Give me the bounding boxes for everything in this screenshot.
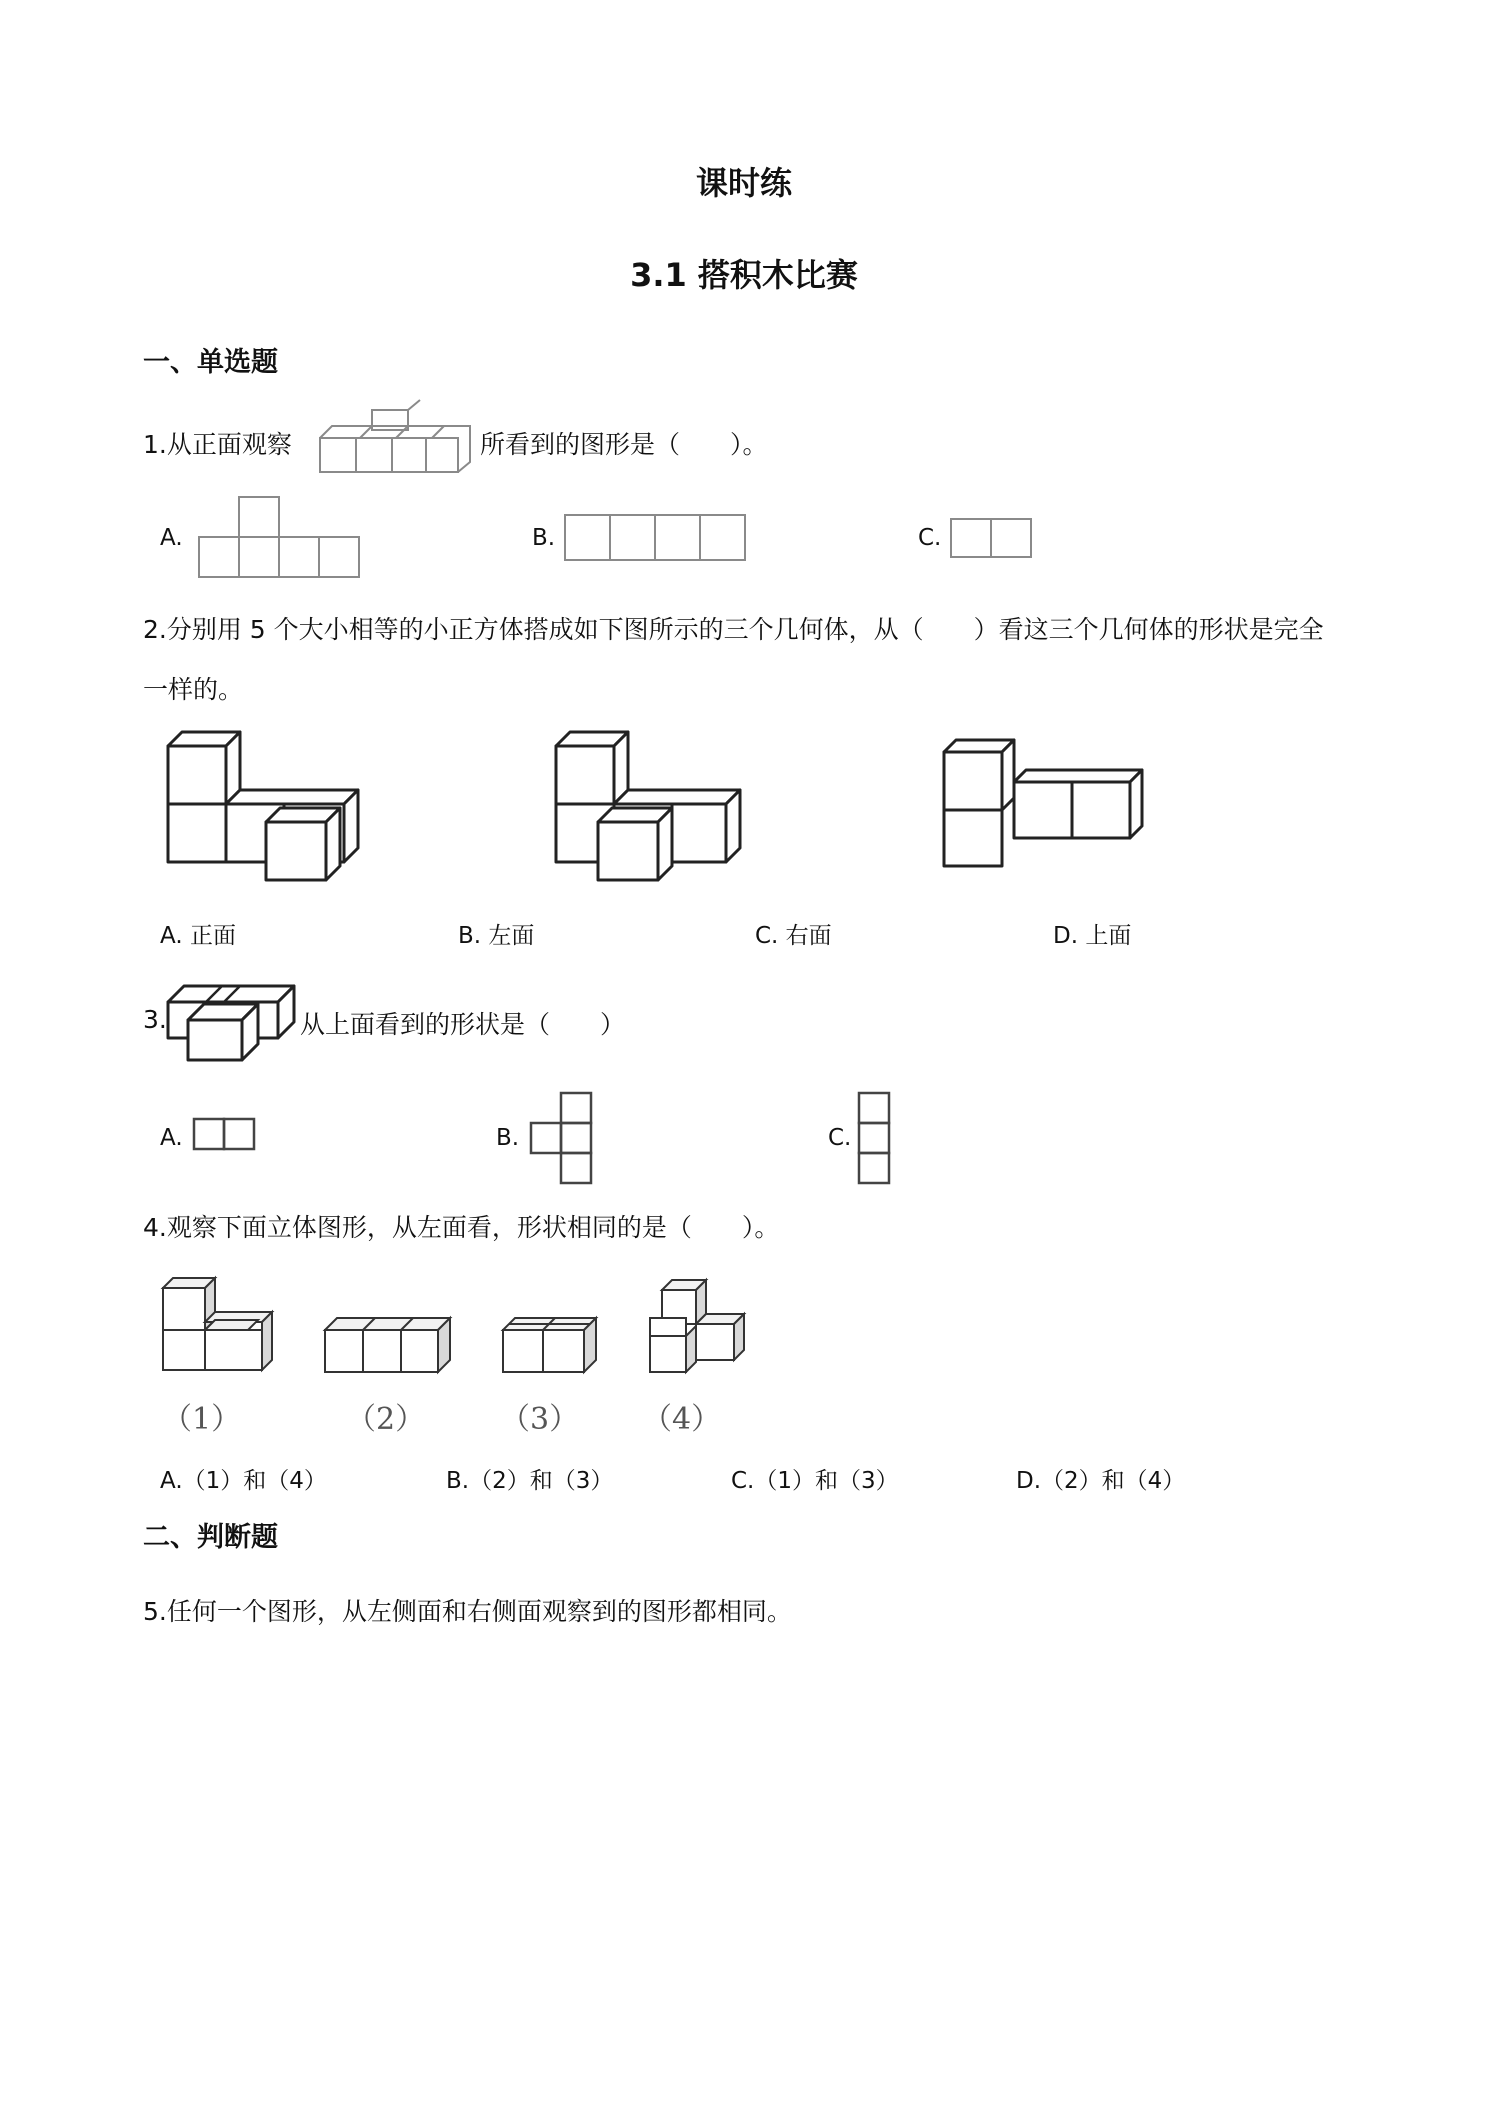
q5-text: 5.任何一个图形，从左侧面和右侧面观察到的图形都相同。 <box>143 1597 792 1626</box>
q4-option-b[interactable]: B.（2）和（3） <box>446 1468 614 1494</box>
q4-figure-label-2: （2） <box>346 1402 426 1437</box>
q2-text-line1: 2.分别用 5 个大小相等的小正方体搭成如下图所示的三个几何体，从（ ）看这三个几何体的形状是完全 <box>143 615 1324 644</box>
q4-solid-figure-2 <box>324 1316 452 1374</box>
q4-figure-label-3: （3） <box>500 1402 580 1437</box>
q4-option-a[interactable]: A.（1）和（4） <box>160 1468 327 1494</box>
q4-option-d[interactable]: D.（2）和（4） <box>1016 1468 1186 1494</box>
q1-option-b-figure <box>564 514 748 562</box>
q1-suffix: 所看到的图形是（ ）。 <box>480 430 768 459</box>
q1-option-c-figure <box>950 518 1034 560</box>
q4-solid-figure-4 <box>648 1278 746 1376</box>
q3-option-a[interactable]: A. <box>160 1125 183 1151</box>
q3-suffix: 从上面看到的形状是（ ） <box>300 1010 626 1039</box>
section-heading-single-choice: 一、单选题 <box>143 347 278 378</box>
q2-option-b[interactable]: B. 左面 <box>458 923 535 949</box>
q4-figure-label-4: （4） <box>642 1402 722 1437</box>
q2-solid-figure-1 <box>166 730 366 870</box>
page-subtitle: 3.1 搭积木比赛 <box>630 256 858 294</box>
q4-option-c[interactable]: C.（1）和（3） <box>731 1468 899 1494</box>
q1-solid-figure <box>312 408 482 472</box>
q3-option-b-figure <box>530 1092 594 1188</box>
q3-prefix: 3. <box>143 1005 167 1034</box>
q2-text-line2: 一样的。 <box>143 675 244 704</box>
q4-figure-label-1: （1） <box>162 1402 242 1437</box>
section-heading-true-false: 二、判断题 <box>143 1522 278 1553</box>
q2-solid-figure-3 <box>942 738 1142 868</box>
q4-text: 4.观察下面立体图形，从左面看，形状相同的是（ ）。 <box>143 1213 780 1242</box>
q1-option-a-figure <box>198 496 362 578</box>
q2-solid-figure-2 <box>554 730 754 870</box>
q1-prefix: 1.从正面观察 <box>143 430 292 459</box>
q4-solid-figure-3 <box>502 1316 598 1374</box>
q1-option-b[interactable]: B. <box>532 525 556 551</box>
q4-solid-figure-1 <box>162 1276 274 1372</box>
q1-option-c[interactable]: C. <box>918 525 942 551</box>
q3-option-c-figure <box>858 1092 892 1188</box>
q2-option-d[interactable]: D. 上面 <box>1053 923 1132 949</box>
q3-option-c[interactable]: C. <box>828 1125 852 1151</box>
q2-option-c[interactable]: C. 右面 <box>755 923 832 949</box>
page-title: 课时练 <box>695 164 792 202</box>
q1-option-a[interactable]: A. <box>160 525 183 551</box>
q3-option-b[interactable]: B. <box>496 1125 520 1151</box>
q3-option-a-figure <box>193 1118 257 1152</box>
q3-solid-figure <box>166 982 302 1062</box>
q2-option-a[interactable]: A. 正面 <box>160 923 236 949</box>
